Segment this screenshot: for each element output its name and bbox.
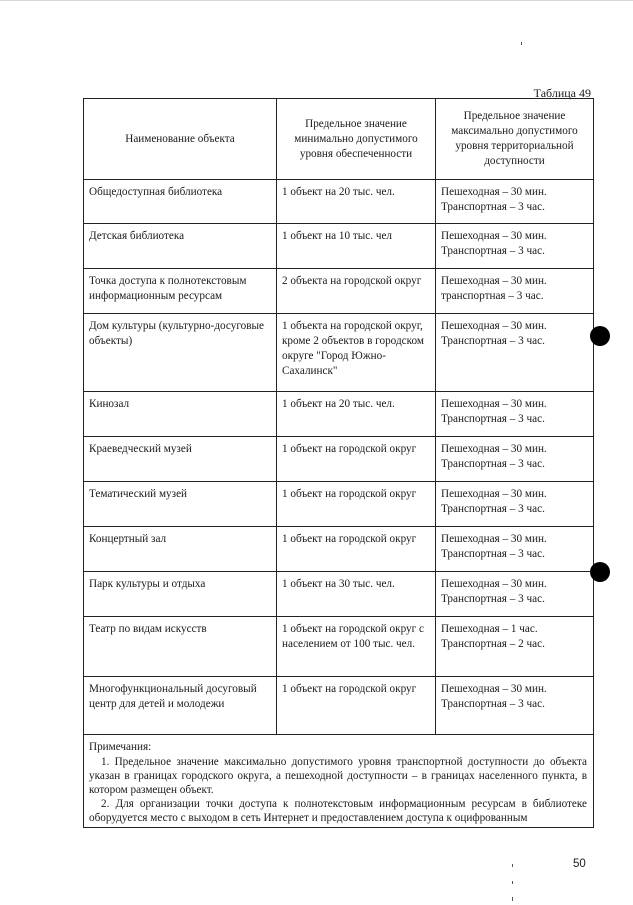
accessibility-norm: Пешеходная – 30 мин. Транспортная – 3 час. xyxy=(441,578,547,605)
object-name: Концертный зал xyxy=(89,533,167,545)
scan-speck xyxy=(512,864,513,867)
header-object-name: Наименование объекта xyxy=(84,99,277,180)
scan-speck xyxy=(512,897,513,901)
accessibility-norm: Пешеходная – 30 мин. Транспортная – 3 час. xyxy=(441,320,547,347)
provision-norm: 1 объект на городской округ xyxy=(282,488,417,500)
norms-table xyxy=(83,98,594,828)
header-max-accessibility: Предельное значение максимально допустимого уровня территориальной доступности xyxy=(436,99,594,180)
provision-norm: 1 объекта на городской округ, кроме 2 объектов в городском округе "Город Южно-Сахалинск" xyxy=(282,320,424,377)
header-min-provision: Предельное значение минимально допустимого уровня обеспеченности xyxy=(277,99,436,180)
provision-norm: 1 объект на городской округ xyxy=(282,533,417,545)
punch-hole-mark xyxy=(590,562,610,582)
provision-norm: 2 объекта на городской округ xyxy=(282,275,422,287)
object-name: Театр по видам искусств xyxy=(89,623,207,635)
scan-speck xyxy=(512,881,513,884)
accessibility-norm: Пешеходная – 30 мин. Транспортная – 3 час. xyxy=(441,683,547,710)
table-row xyxy=(84,617,594,677)
accessibility-norm: Пешеходная – 30 мин. Транспортная – 3 час. xyxy=(441,443,547,470)
note-2: 2. Для организации точки доступа к полнотекстовым информационным ресурсам в библиотеке оборудуется место с выходом в сеть Интернет и предоставлением доступа к оцифрованным xyxy=(89,798,587,824)
object-name: Дом культуры (культурно-досуговые объекты) xyxy=(89,320,265,347)
accessibility-norm: Пешеходная – 30 мин. Транспортная – 3 час. xyxy=(441,398,547,425)
table-row xyxy=(84,392,594,437)
scan-speck xyxy=(521,42,522,45)
table-row xyxy=(84,314,594,392)
table-row xyxy=(84,180,594,224)
object-name: Краеведческий музей xyxy=(89,443,192,455)
notes-title: Примечания: xyxy=(89,741,152,753)
object-name: Многофункциональный досуговый центр для детей и молодежи xyxy=(89,683,257,710)
provision-norm: 1 объект на городской округ xyxy=(282,443,417,455)
table-caption: Таблица 49 xyxy=(533,86,591,100)
object-name: Точка доступа к полнотекстовым информационным ресурсам xyxy=(89,275,247,302)
object-name: Детская библиотека xyxy=(89,230,185,242)
accessibility-norm: Пешеходная – 30 мин. транспортная – 3 час. xyxy=(441,275,547,302)
object-name: Парк культуры и отдыха xyxy=(89,578,206,590)
table-row xyxy=(84,527,594,572)
provision-norm: 1 объект на 30 тыс. чел. xyxy=(282,578,395,590)
punch-hole-mark xyxy=(590,326,610,346)
provision-norm: 1 объект на 20 тыс. чел. xyxy=(282,398,395,410)
table-row xyxy=(84,269,594,314)
table-row xyxy=(84,572,594,617)
accessibility-norm: Пешеходная – 30 мин. Транспортная – 3 час. xyxy=(441,230,547,257)
scan-top-edge xyxy=(0,0,633,1)
provision-norm: 1 объект на городской округ с населением от 100 тыс. чел. xyxy=(282,623,424,650)
page-number: 50 xyxy=(573,858,586,870)
table-row xyxy=(84,677,594,735)
accessibility-norm: Пешеходная – 30 мин. Транспортная – 3 час. xyxy=(441,533,547,560)
accessibility-norm: Пешеходная – 30 мин. Транспортная – 3 час. xyxy=(441,488,547,515)
table-row xyxy=(84,224,594,269)
table-row xyxy=(84,482,594,527)
object-name: Кинозал xyxy=(89,398,130,410)
provision-norm: 1 объект на 10 тыс. чел xyxy=(282,230,392,242)
table-row xyxy=(84,437,594,482)
notes-row xyxy=(84,735,594,828)
accessibility-norm: Пешеходная – 30 мин. Транспортная – 3 час. xyxy=(441,186,547,213)
provision-norm: 1 объект на городской округ xyxy=(282,683,417,695)
accessibility-norm: Пешеходная – 1 час. Транспортная – 2 час. xyxy=(441,623,545,650)
object-name: Общедоступная библиотека xyxy=(89,186,223,198)
object-name: Тематический музей xyxy=(89,488,188,500)
notes-block xyxy=(84,735,594,828)
note-1: 1. Предельное значение максимально допустимого уровня транспортной доступности до объекта указан в границах городского округа, а пешеходной доступности – в границах населенного пункта, в котором размещен объект. xyxy=(89,756,587,796)
table-header-row xyxy=(84,99,594,180)
provision-norm: 1 объект на 20 тыс. чел. xyxy=(282,186,395,198)
